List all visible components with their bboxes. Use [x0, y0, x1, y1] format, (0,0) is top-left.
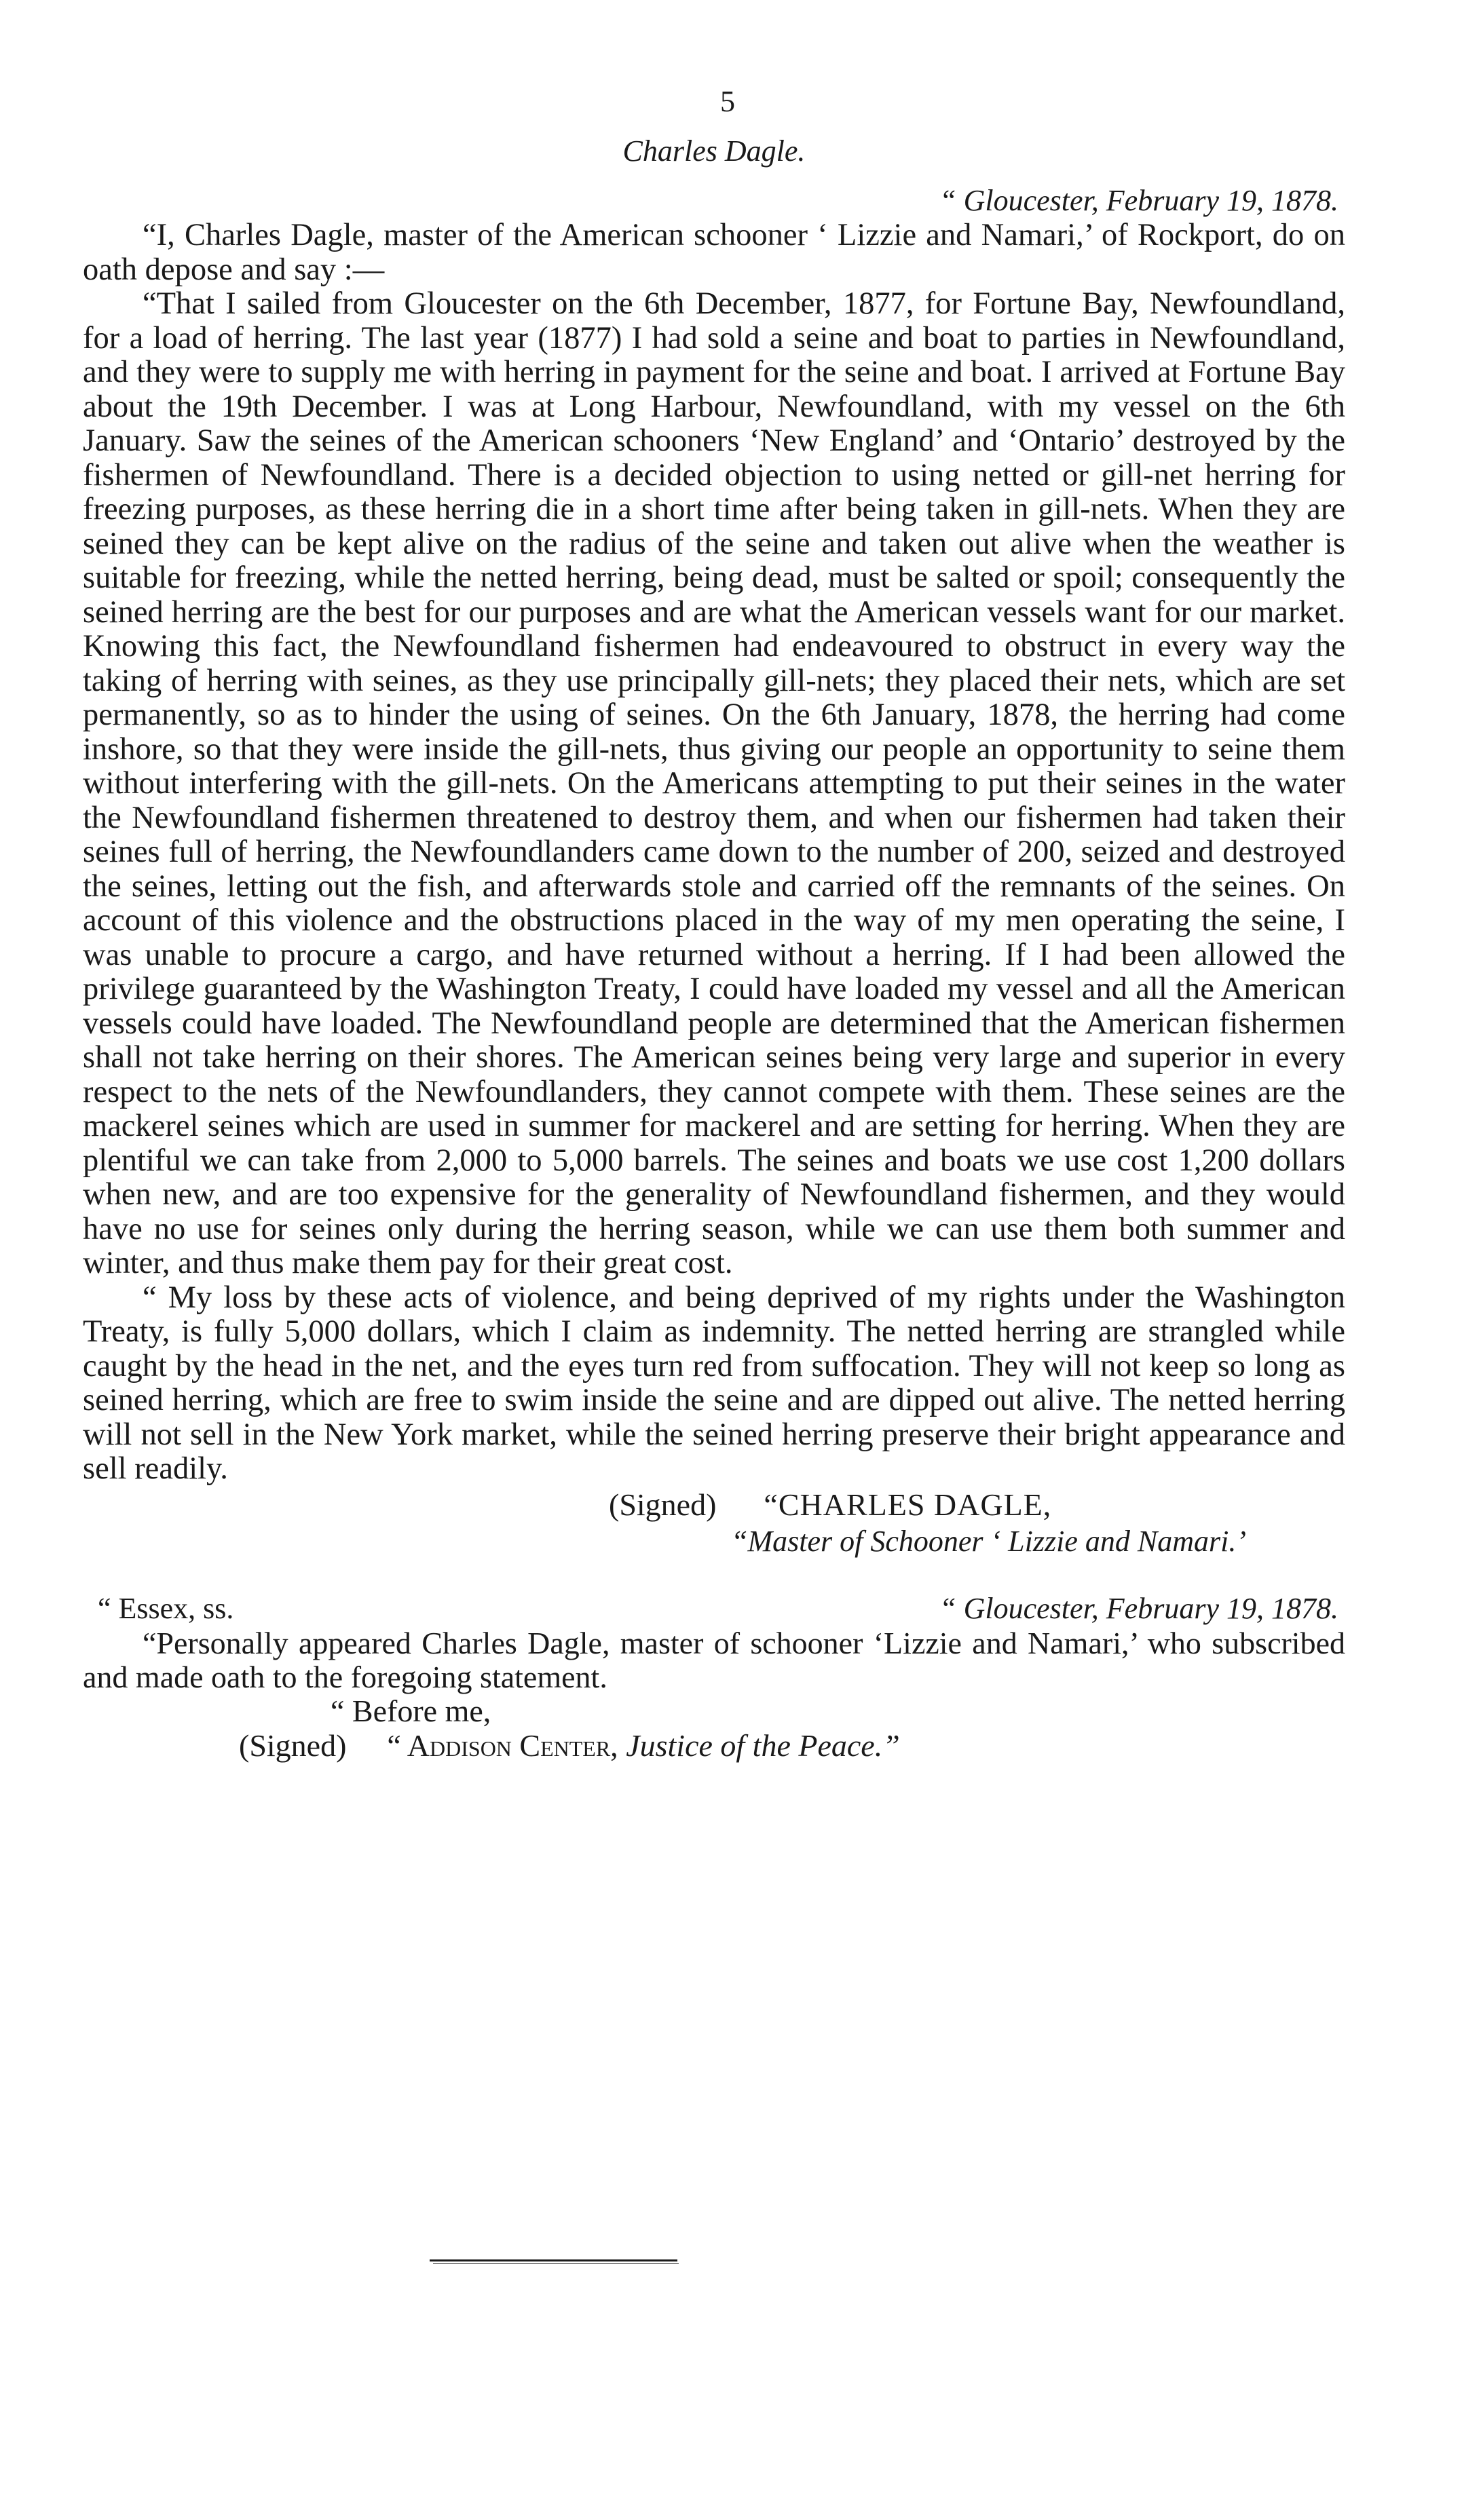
signatory-name: “CHARLES DAGLE, [764, 1487, 1052, 1522]
deposition-opening: “I, Charles Dagle, master of the American schooner ‘ Lizzie and Namari,’ of Rockport, do on oath depose and say :— [83, 218, 1345, 287]
justice-signature-line [83, 1728, 1345, 1763]
jurat-venue: “ Essex, ss. [98, 1591, 234, 1625]
signatory-title: “Master of Schooner ‘ Lizzie and Namari.’ [731, 1524, 1246, 1558]
before-me: “ Before me, [331, 1693, 491, 1728]
closing-rule-thin [433, 2263, 679, 2264]
justice-title: Justice of the Peace.” [626, 1727, 900, 1763]
jurat-date: “ Gloucester, February 19, 1878. [939, 1591, 1338, 1625]
signature-line [83, 1487, 1345, 1523]
justice-name: “ Addison Center, [387, 1727, 618, 1763]
jurat-statement: “Personally appeared Charles Dagle, master of schooner ‘Lizzie and Namari,’ who subscribed and made oath to the foregoing statement. [83, 1625, 1345, 1694]
deposition-body: “That I sailed from Gloucester on the 6th December, 1877, for Fortune Bay, Newfoundland, for a load of herring. The last year (1877) I had sold a seine and boat to parties in Newfoundland, and they were to supply me with herring in payment for the seine and boat. I arrived at Fortune Bay about the 19th December. I was at Long Harbour, Newfoundland, with my vessel on the 6th January. Saw the seines of the American schooners ‘New England’ and ‘Ontario’ destroyed by the fishermen of Newfoundland. There is a decided objection to using netted or gill-net herring for freezing purposes, as these herring die in a short time after being taken in gill-nets. When they are seined they can be kept alive on the radius of the seine and taken out alive when the weather is suitable for freezing, while the netted herring, being dead, must be salted or spoil; consequently the seined herring are the best for our purposes and are what the American vessels want for our market. Knowing this fact, the Newfoundland fishermen had endeavoured to obstruct in every way the taking of herring with seines, as they use principally gill-nets; they placed their nets, which are set permanently, so as to hinder the using of seines. On the 6th January, 1878, the herring had come inshore, so that they were inside the gill-nets, thus giving our people an opportunity to seine them without interfering with the gill-nets. On the Americans attempting to put their seines in the water the Newfoundland fishermen threatened to destroy them, and when our fishermen had taken their seines full of herring, the Newfoundlanders came down to the number of 200, seized and destroyed the seines, letting out the fish, and afterwards stole and carried off the remnants of the seines. On account of this violence and the obstructions placed in the way of my men operating the seine, I was unable to procure a cargo, and have returned without a herring. If I had been allowed the privilege guaranteed by the Washington Treaty, I could have loaded my vessel and all the American vessels could have loaded. The Newfoundland people are determined that the American fishermen shall not take herring on their shores. The American seines being very large and superior in every respect to the nets of the Newfoundlanders, they cannot compete with them. These seines are the mackerel seines which are used in summer for mackerel and are setting for herring. When they are plentiful we can take from 2,000 to 5,000 barrels. The seines and boats we use cost 1,200 dollars when new, and are too expensive for the generality of Newfoundland fishermen, and they would have no use for seines only during the herring season, while we can use them both summer and winter, and thus make them pay for their great cost. [83, 286, 1345, 1280]
deposition-loss: “ My loss by these acts of violence, and being deprived of my rights under the Washington Treaty, is fully 5,000 dollars, which I claim as indemnity. The netted herring are strangled while caught by the head in the net, and the eyes turn red from suffocation. They will not keep so long as seined herring, which are free to swim inside the seine and are dipped out alive. The netted herring will not sell in the New York market, while the seined herring preserve their bright appearance and sell readily. [83, 1280, 1345, 1486]
dateline: “ Gloucester, February 19, 1878. [939, 184, 1338, 217]
section-title: Charles Dagle. [622, 134, 806, 168]
page-number: 5 [720, 85, 735, 118]
justice-signed-label: (Signed) [239, 1727, 347, 1763]
signed-label: (Signed) [609, 1487, 717, 1522]
closing-rule [430, 2259, 677, 2261]
page-content [83, 81, 1345, 1763]
jurat-header [83, 1591, 1345, 1626]
